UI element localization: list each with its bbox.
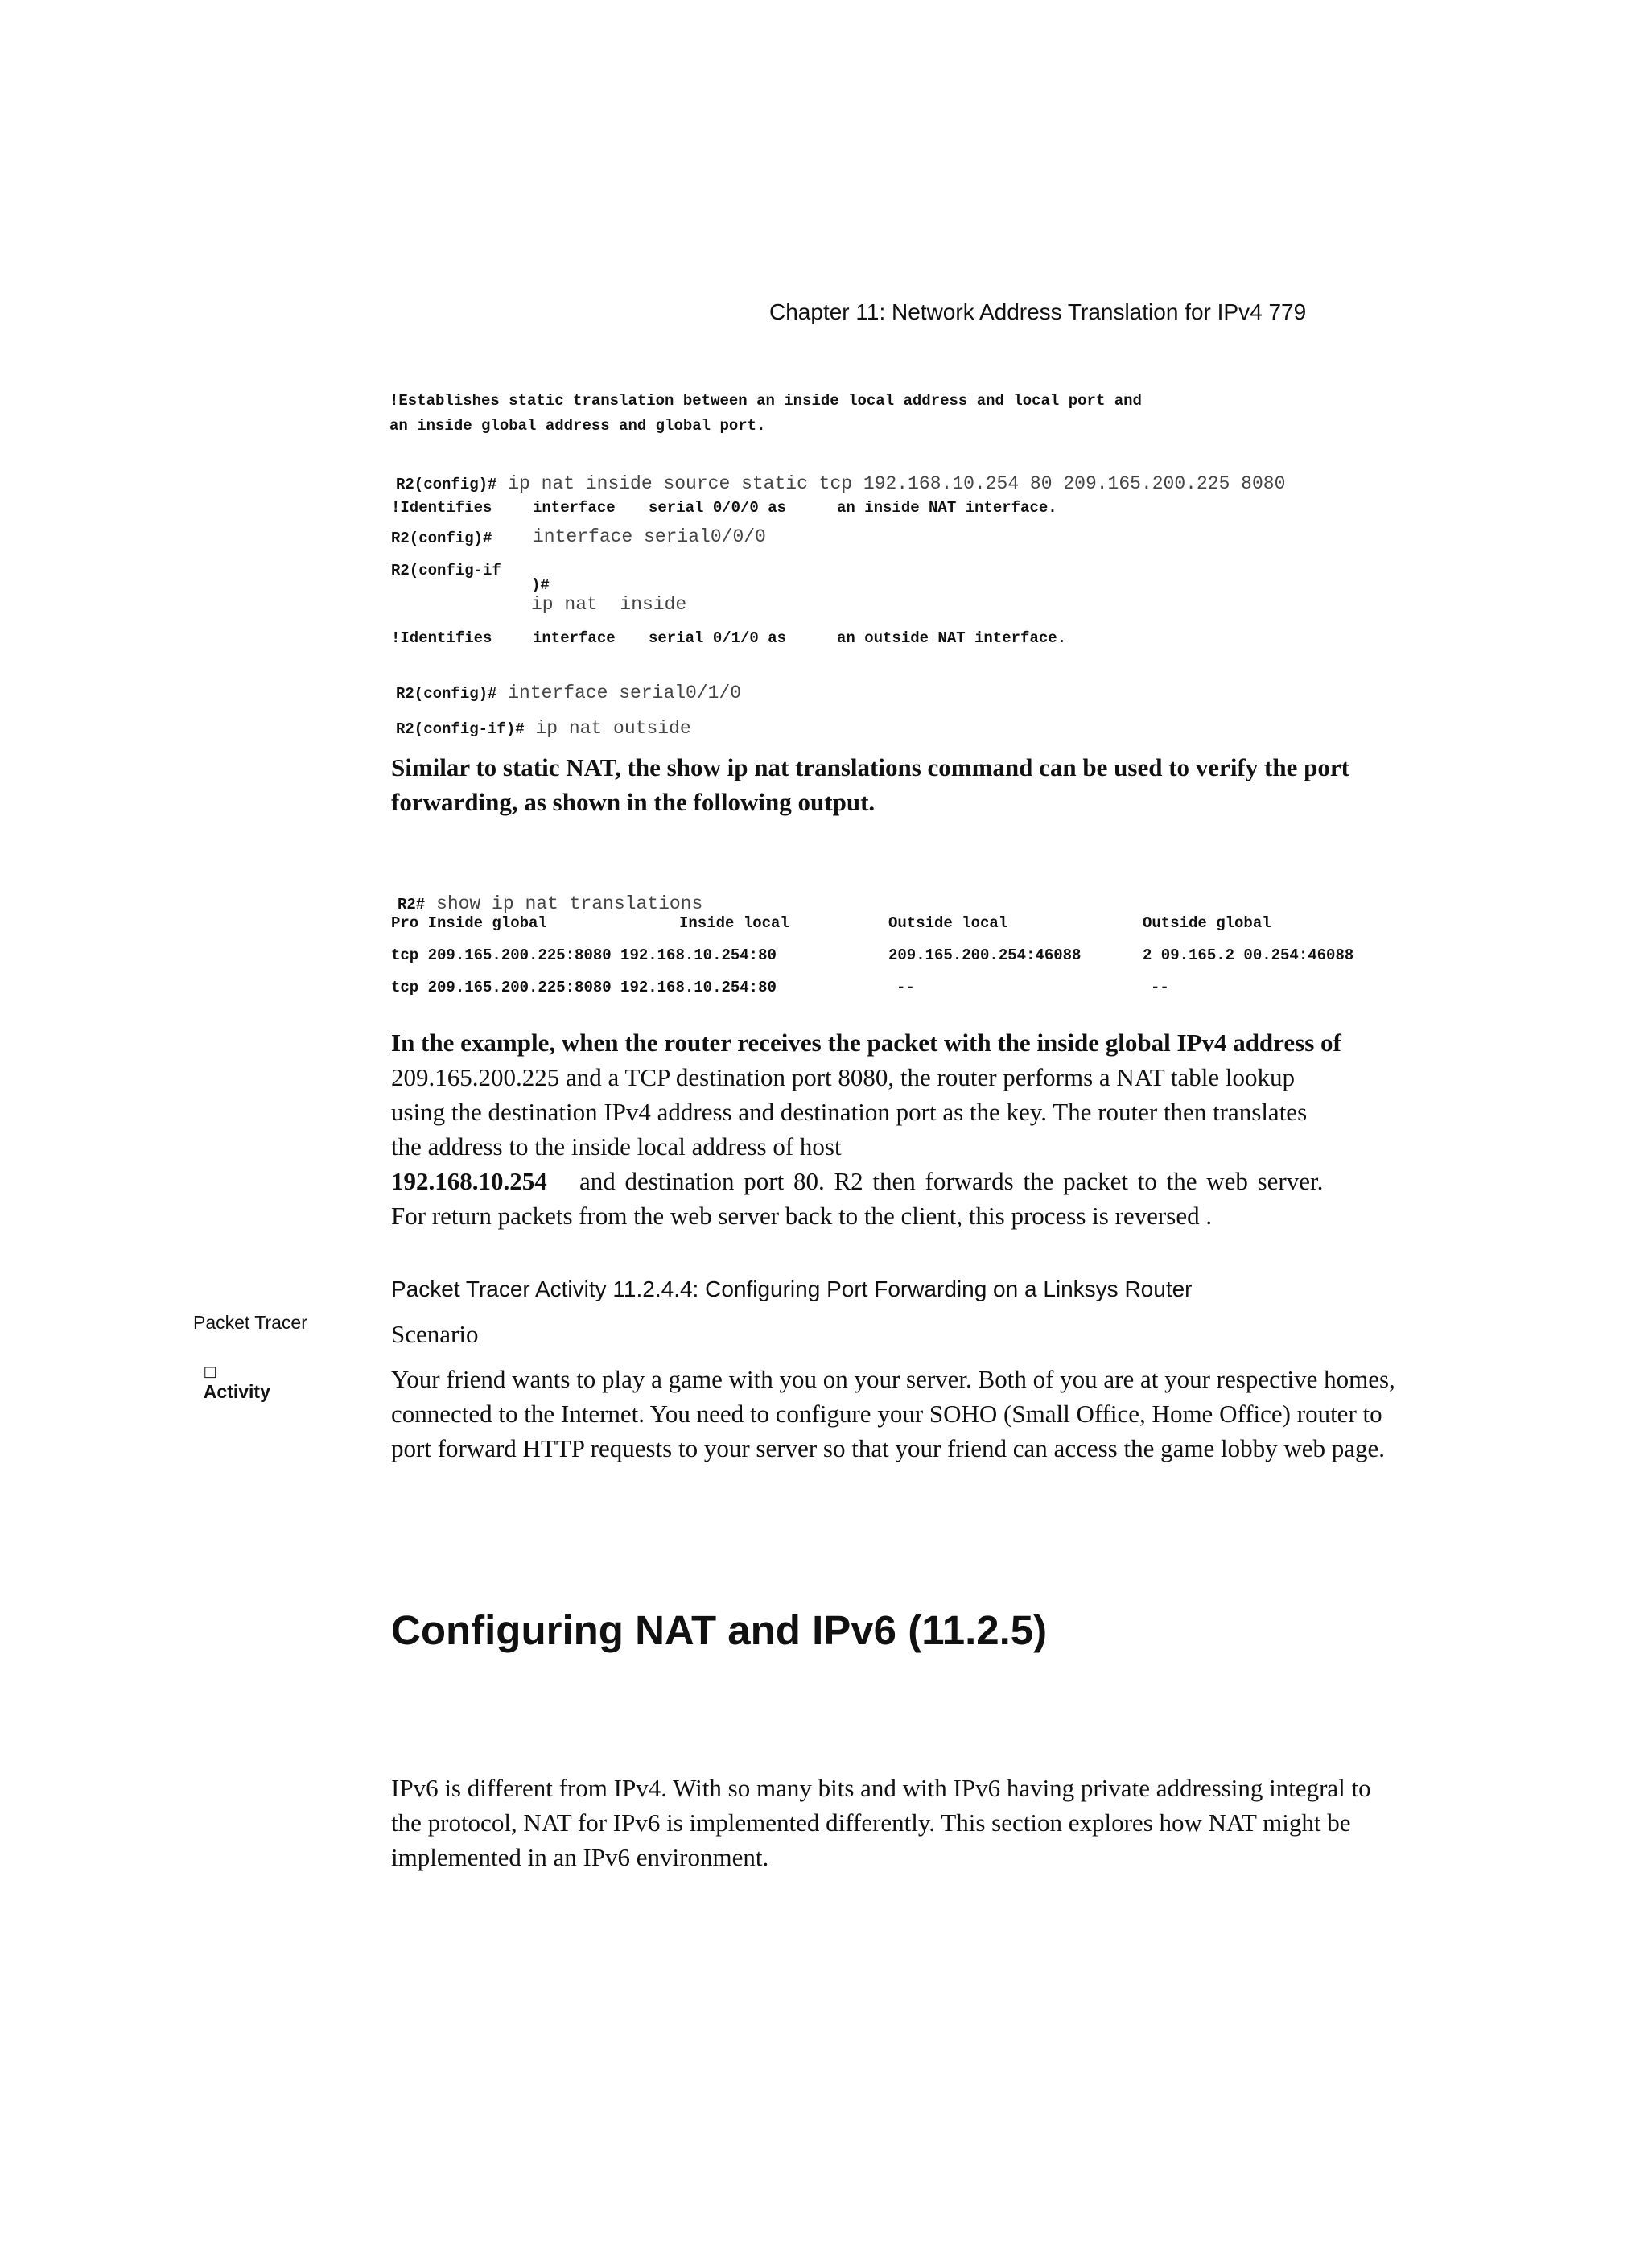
config-comment-3a: !Identifies [391, 629, 492, 647]
section-body: IPv6 is different from IPv4. With so many bits and with IPv6 having private addressing integral to the protocol, NAT for IPv6 is implemented differently. This section explores how NAT might be implemented in an IPv6 environment. [391, 1774, 1371, 1871]
running-head: Chapter 11: Network Address Translation for IPv4 779 [769, 299, 1307, 324]
cli-prompt: R2(config-if)# [396, 720, 525, 738]
config-comment-3d: an outside NAT interface. [837, 629, 1067, 647]
config-comment-2a: !Identifies [391, 499, 492, 517]
config-comment-2b: interface [533, 499, 616, 517]
cli-prompt: R2(config)# [396, 476, 497, 493]
scenario-body: Your friend wants to play a game with you on your server. Both of you are at your respective homes, connected to the Internet. You need to configure your SOHO (Small Office, Home Office) router to port forward HTTP requests to your server so that your friend can access the game lobby web page. [391, 1365, 1395, 1462]
paragraph-example-line4: the address to the inside local address of host [391, 1132, 842, 1161]
table-row-1-col1: tcp 209.165.200.225:8080 192.168.10.254:80 [391, 946, 777, 964]
table-header-1: Pro Inside global [391, 914, 547, 932]
table-header-4: Outside global [1143, 914, 1271, 932]
table-header-2: Inside local [679, 914, 789, 932]
checkbox-icon: □ [203, 1363, 217, 1380]
cli-prompt: R2(config)# [396, 685, 497, 703]
paragraph-example-line5: and destination port 80. R2 then forwards the packet to the web server. [579, 1167, 1324, 1195]
scenario-heading: Scenario [391, 1320, 479, 1348]
paragraph-example-line6: For return packets from the web server back to the client, this process is reversed . [391, 1202, 1213, 1230]
cli-command: ip nat inside source static tcp 192.168.10.254 80 209.165.200.225 8080 [496, 473, 1286, 494]
table-row-1-col2: 209.165.200.254:46088 [888, 946, 1082, 964]
cli-prompt: R2(config)# [391, 530, 492, 547]
cli-command: ip nat outside [524, 718, 691, 739]
show-command-line [391, 879, 702, 914]
table-row-2-col2: -- [896, 979, 915, 996]
config-line-5 [389, 703, 691, 739]
config-line-3 [525, 562, 686, 615]
paragraph-example-line2: 209.165.200.225 and a TCP destination port 8080, the router performs a NAT table lookup [391, 1063, 1296, 1091]
config-line-4 [389, 668, 741, 703]
config-comment-3c: serial 0/1/0 as [649, 629, 787, 647]
paragraph-example-line1: In the example, when the router receives the packet with the inside global IPv4 address of [391, 1029, 1341, 1057]
config-comment-2d: an inside NAT interface. [837, 499, 1057, 517]
section-heading: Configuring NAT and IPv6 (11.2.5) [391, 1607, 1048, 1653]
table-row-1-col3: 2 09.165.2 00.254:46088 [1143, 946, 1354, 964]
cli-prompt-tail: )# [531, 576, 550, 594]
cli-command: interface serial0/0/0 [533, 526, 766, 547]
paragraph-example-line3: using the destination IPv4 address and destination port as the key. The router then translates [391, 1098, 1308, 1126]
activity-title: Packet Tracer Activity 11.2.4.4: Configuring Port Forwarding on a Linksys Router [391, 1276, 1193, 1301]
cli-prompt: R2# [398, 896, 426, 913]
table-row-2-col1: tcp 209.165.200.225:8080 192.168.10.254:80 [391, 979, 777, 996]
cli-prompt: R2(config-if [391, 562, 501, 579]
config-comment-line2: an inside global address and global port. [389, 417, 766, 435]
config-comment-3b: interface [533, 629, 616, 647]
paragraph-show-command: Similar to static NAT, the show ip nat translations command can be used to verify the port forwarding, as shown in the following output. [391, 753, 1349, 816]
host-address: 192.168.10.254 [391, 1167, 547, 1195]
activity-label: Activity [203, 1381, 270, 1402]
config-comment-line1: !Establishes static translation between an inside local address and local port and [389, 392, 1142, 410]
config-comment-2c: serial 0/0/0 as [649, 499, 787, 517]
cli-command: show ip nat translations [425, 893, 703, 914]
table-row-2-col3: -- [1151, 979, 1169, 996]
table-header-3: Outside local [888, 914, 1008, 932]
config-line-1 [389, 459, 1285, 494]
margin-label: Packet Tracer [193, 1312, 307, 1333]
cli-command: ip nat inside [531, 594, 687, 615]
cli-command: interface serial0/1/0 [496, 682, 742, 703]
margin-activity [193, 1338, 270, 1403]
